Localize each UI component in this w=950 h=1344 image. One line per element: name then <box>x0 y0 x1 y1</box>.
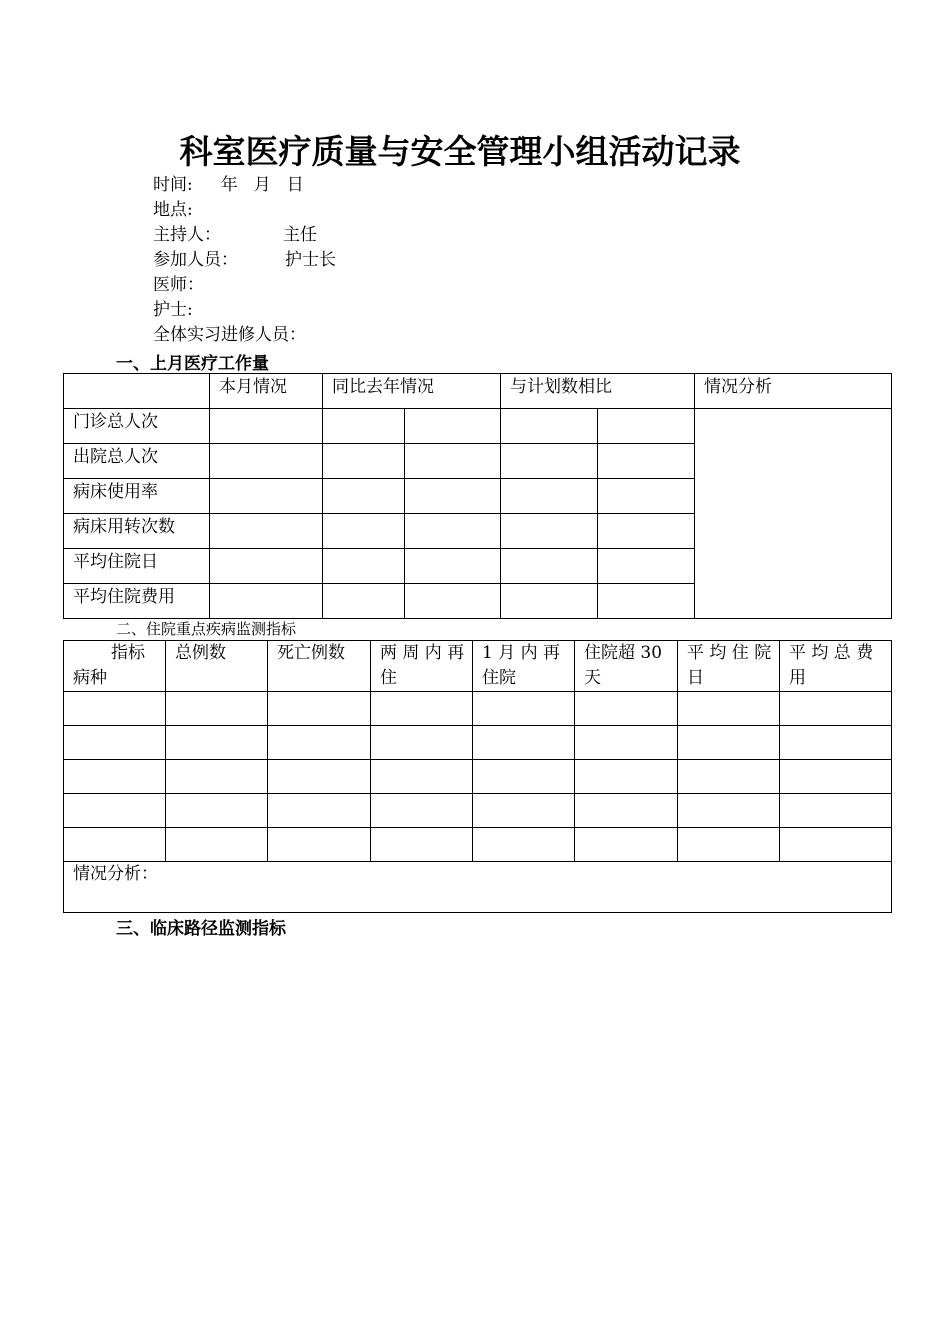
table-cell[interactable] <box>210 584 323 619</box>
header-readmit-2weeks <box>371 641 473 692</box>
table-cell[interactable] <box>575 726 678 760</box>
table-cell[interactable] <box>780 760 892 794</box>
table-row <box>64 726 892 760</box>
table-cell[interactable] <box>371 692 473 726</box>
table-row <box>64 692 892 726</box>
place-row <box>153 198 336 223</box>
row-label: 病床用转次数 <box>64 514 210 549</box>
nurse-label: 护士: <box>153 300 193 320</box>
header-line: 住院超 30 <box>584 643 663 663</box>
row-label: 平均住院费用 <box>64 584 210 619</box>
table-row <box>64 760 892 794</box>
table-cell[interactable] <box>405 409 501 444</box>
table-cell[interactable] <box>780 828 892 862</box>
section1-title: 一、上月医疗工作量 <box>116 354 269 374</box>
table-cell[interactable] <box>166 794 268 828</box>
table-row <box>64 409 892 444</box>
table-cell[interactable] <box>323 549 405 584</box>
table-cell[interactable] <box>371 760 473 794</box>
table-cell[interactable] <box>64 828 166 862</box>
host-row <box>153 223 336 248</box>
header-line: 死亡例数 <box>277 643 345 663</box>
table-cell[interactable] <box>575 794 678 828</box>
table-cell[interactable] <box>268 760 371 794</box>
table-cell[interactable] <box>323 479 405 514</box>
document-title: 科室医疗质量与安全管理小组活动记录 <box>179 132 741 171</box>
host-role: 主任 <box>283 225 317 245</box>
header-line: 住院 <box>482 668 516 688</box>
workload-header-row <box>64 374 892 409</box>
trainees-row <box>153 323 336 348</box>
table-cell[interactable] <box>598 514 695 549</box>
table-cell[interactable] <box>210 444 323 479</box>
table-cell[interactable] <box>268 828 371 862</box>
year-label: 年 <box>220 175 238 195</box>
header-readmit-1month <box>473 641 575 692</box>
table-row <box>64 794 892 828</box>
meeting-info <box>153 173 336 348</box>
table-cell[interactable] <box>210 409 323 444</box>
section2-title: 二、住院重点疾病监测指标 <box>116 620 297 638</box>
trainees-label: 全体实习进修人员： <box>153 325 306 345</box>
table-cell[interactable] <box>210 479 323 514</box>
table-cell[interactable] <box>405 479 501 514</box>
table-cell[interactable] <box>166 692 268 726</box>
corner-header <box>64 641 166 692</box>
corner-top-label: 指标 <box>111 643 145 663</box>
analysis-label: 情况分析： <box>73 864 158 884</box>
header-total-cases <box>166 641 268 692</box>
header-avg-stay <box>678 641 780 692</box>
doctor-row <box>153 273 336 298</box>
table-cell[interactable] <box>598 409 695 444</box>
table-cell[interactable] <box>371 726 473 760</box>
doctor-label: 医师： <box>153 275 204 295</box>
table-cell[interactable] <box>473 726 575 760</box>
analysis-cell[interactable] <box>695 409 892 619</box>
table-cell[interactable] <box>210 514 323 549</box>
table-cell[interactable] <box>473 828 575 862</box>
header-avg-cost <box>780 641 892 692</box>
header-line: 用 <box>789 668 806 688</box>
header-line: 天 <box>584 668 601 688</box>
header-line: 总例数 <box>175 643 226 663</box>
table-cell[interactable] <box>598 444 695 479</box>
header-analysis: 情况分析 <box>695 374 892 409</box>
table-cell[interactable] <box>780 692 892 726</box>
table-cell[interactable] <box>678 760 780 794</box>
table-cell[interactable] <box>405 549 501 584</box>
corner-bottom-label: 病种 <box>73 668 107 688</box>
table-cell[interactable] <box>473 692 575 726</box>
header-line: 住 <box>380 668 397 688</box>
disease-monitoring-table <box>63 640 892 913</box>
header-line: 日 <box>687 668 704 688</box>
table-cell[interactable] <box>501 514 598 549</box>
row-label: 出院总人次 <box>64 444 210 479</box>
table-cell[interactable] <box>501 409 598 444</box>
table-cell[interactable] <box>166 760 268 794</box>
table-cell[interactable] <box>501 444 598 479</box>
row-label: 平均住院日 <box>64 549 210 584</box>
table-cell[interactable] <box>678 692 780 726</box>
table-cell[interactable] <box>598 479 695 514</box>
header-stay-over-30 <box>575 641 678 692</box>
time-label: 时间: <box>153 175 193 195</box>
table-cell[interactable] <box>575 692 678 726</box>
table-cell[interactable] <box>371 828 473 862</box>
table-cell[interactable] <box>371 794 473 828</box>
header-line: 1 月 内 再 <box>482 643 561 663</box>
table-cell[interactable] <box>268 794 371 828</box>
table-cell[interactable] <box>678 828 780 862</box>
table-cell[interactable] <box>323 444 405 479</box>
table-cell[interactable] <box>473 794 575 828</box>
table-cell[interactable] <box>268 692 371 726</box>
table-cell[interactable] <box>405 444 501 479</box>
table-cell[interactable] <box>166 726 268 760</box>
table-cell[interactable] <box>210 549 323 584</box>
table-cell[interactable] <box>323 514 405 549</box>
table-cell[interactable] <box>405 514 501 549</box>
analysis-cell[interactable] <box>64 862 892 913</box>
table-cell[interactable] <box>323 409 405 444</box>
participants-label: 参加人员： <box>153 250 238 270</box>
header-vs-plan: 与计划数相比 <box>501 374 695 409</box>
table-cell[interactable] <box>64 692 166 726</box>
disease-header-row <box>64 641 892 692</box>
participants-row <box>153 248 336 273</box>
table-cell[interactable] <box>598 549 695 584</box>
table-cell[interactable] <box>64 726 166 760</box>
row-label: 门诊总人次 <box>64 409 210 444</box>
table-cell[interactable] <box>780 794 892 828</box>
month-label: 月 <box>253 175 271 195</box>
table-cell[interactable] <box>575 828 678 862</box>
place-label: 地点: <box>153 200 193 220</box>
time-row <box>153 173 336 198</box>
table-cell[interactable] <box>64 794 166 828</box>
header-yoy: 同比去年情况 <box>323 374 501 409</box>
analysis-row <box>64 862 892 913</box>
table-cell[interactable] <box>268 726 371 760</box>
header-deaths <box>268 641 371 692</box>
table-cell[interactable] <box>501 549 598 584</box>
table-cell[interactable] <box>405 584 501 619</box>
workload-corner-cell <box>64 374 210 409</box>
table-cell[interactable] <box>780 726 892 760</box>
header-line: 平 均 住 院 <box>687 643 772 663</box>
table-cell[interactable] <box>501 584 598 619</box>
header-line: 平 均 总 费 <box>789 643 874 663</box>
host-label: 主持人： <box>153 225 221 245</box>
table-cell[interactable] <box>501 479 598 514</box>
participants-role: 护士长 <box>285 250 336 270</box>
section3-title: 三、临床路径监测指标 <box>116 919 286 939</box>
row-label: 病床使用率 <box>64 479 210 514</box>
workload-table <box>63 373 892 619</box>
table-cell[interactable] <box>678 794 780 828</box>
header-this-month: 本月情况 <box>210 374 323 409</box>
table-cell[interactable] <box>575 760 678 794</box>
day-label: 日 <box>286 175 304 195</box>
table-cell[interactable] <box>323 584 405 619</box>
table-cell[interactable] <box>166 828 268 862</box>
table-cell[interactable] <box>598 584 695 619</box>
table-cell[interactable] <box>473 760 575 794</box>
nurse-row <box>153 298 336 323</box>
header-line: 两 周 内 再 <box>380 643 465 663</box>
table-cell[interactable] <box>64 760 166 794</box>
table-cell[interactable] <box>678 726 780 760</box>
table-row <box>64 828 892 862</box>
